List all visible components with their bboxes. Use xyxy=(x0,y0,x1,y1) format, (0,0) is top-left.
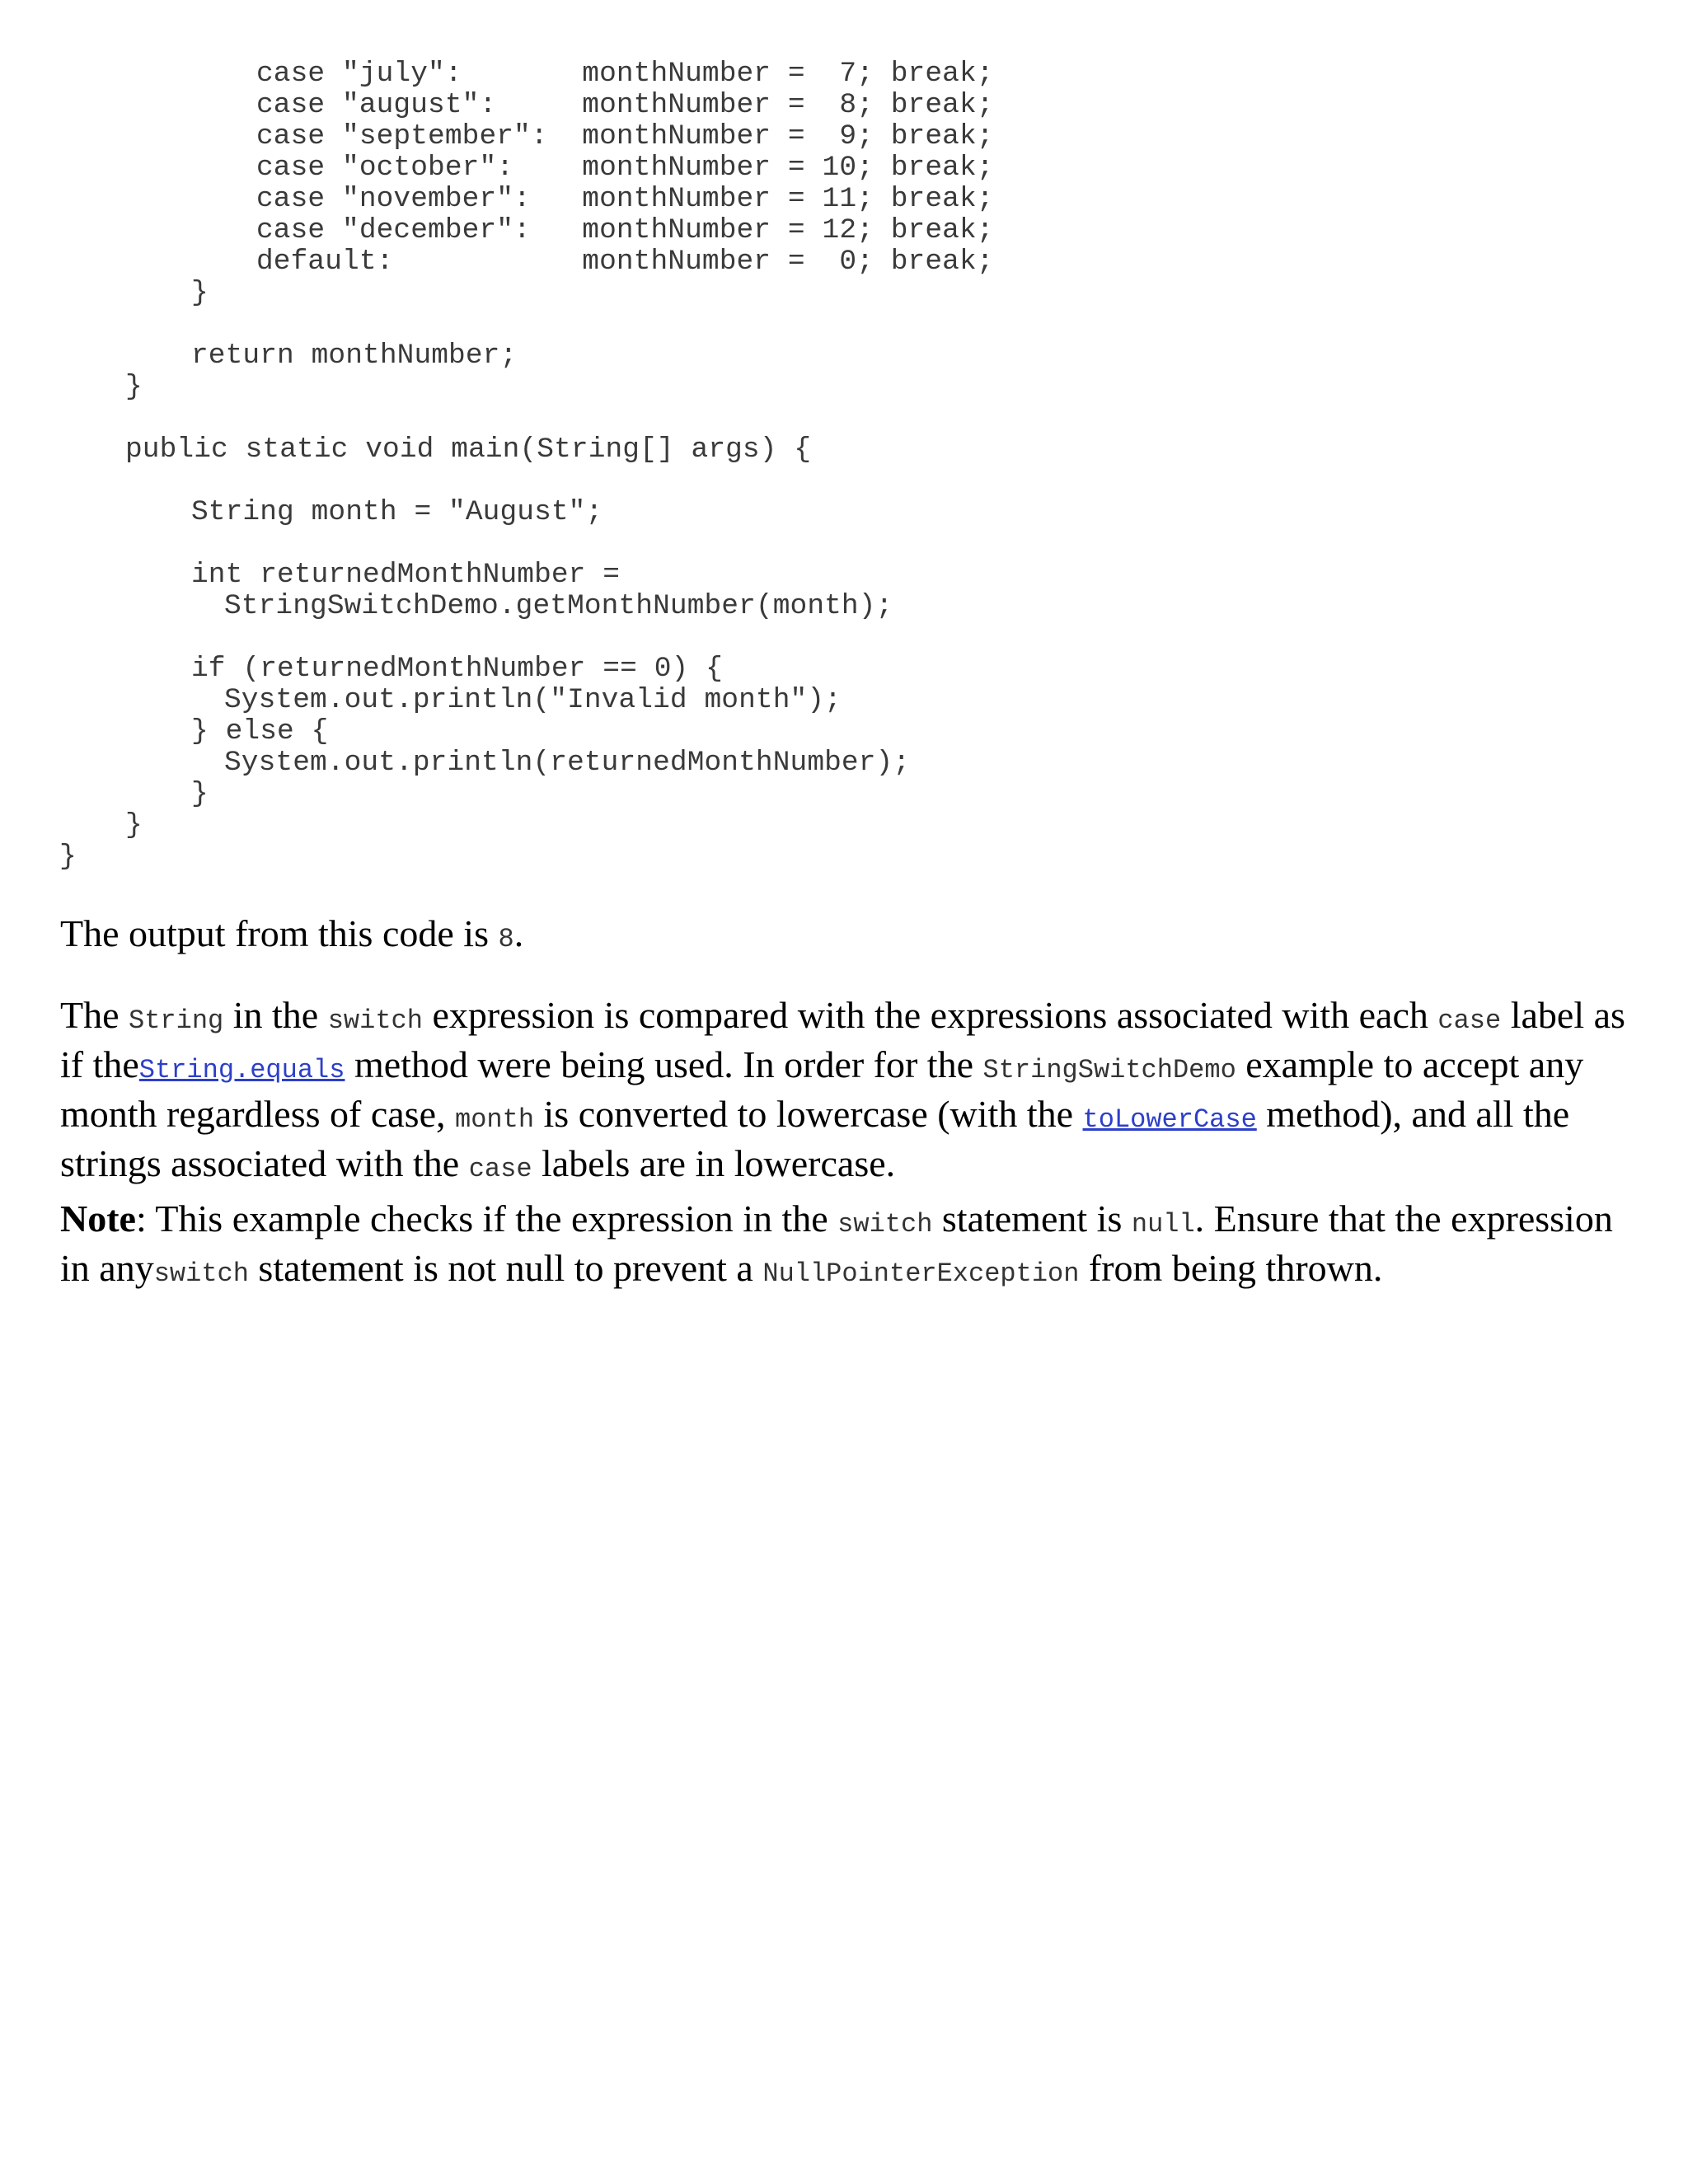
inline-code: case xyxy=(468,1154,532,1184)
to-lower-case-link[interactable]: toLowerCase xyxy=(1082,1104,1257,1135)
text-span: method), and all the strings associated with the xyxy=(60,1093,1570,1184)
code-line: case "december": monthNumber = 12; break; xyxy=(256,214,994,246)
inline-code: NullPointerException xyxy=(762,1258,1080,1289)
code-line: case "july": monthNumber = 7; break; xyxy=(256,58,994,90)
code-line: System.out.println("Invalid month"); xyxy=(224,684,842,716)
code-line: case "november": monthNumber = 11; break; xyxy=(256,183,994,215)
code-line: default: monthNumber = 0; break; xyxy=(256,246,994,278)
text-span: label as if the xyxy=(60,994,1625,1085)
code-line: } xyxy=(59,841,77,873)
inline-code: StringSwitchDemo xyxy=(982,1055,1236,1085)
code-line: case "august": monthNumber = 8; break; xyxy=(256,89,994,121)
code-line: case "october": monthNumber = 10; break; xyxy=(256,152,994,184)
text-span: . Ensure that the expression in any xyxy=(60,1197,1613,1289)
explanation-paragraph xyxy=(60,993,1626,1191)
text-span: statement is not null to prevent a xyxy=(248,1247,763,1289)
code-line: public static void main(String[] args) { xyxy=(125,434,812,466)
text-span: in the xyxy=(223,994,328,1036)
inline-code: switch xyxy=(327,1005,423,1036)
text-span: method were being used. In order for the xyxy=(345,1043,983,1085)
code-line: int returnedMonthNumber = xyxy=(191,559,621,591)
inline-code: month xyxy=(455,1104,535,1135)
code-line: case "september": monthNumber = 9; break; xyxy=(256,120,994,152)
output-text-end: . xyxy=(513,912,524,954)
note-label: Note xyxy=(60,1197,136,1240)
output-paragraph xyxy=(60,912,1626,961)
code-line: } else { xyxy=(191,715,329,748)
note-paragraph xyxy=(60,1197,1626,1296)
code-line: } xyxy=(191,778,209,810)
text-span: : This example checks if the expression in the xyxy=(135,1197,838,1240)
inline-code: String xyxy=(129,1005,224,1036)
code-line: return monthNumber; xyxy=(191,340,518,372)
code-line: String month = "August"; xyxy=(191,496,603,528)
output-value: 8 xyxy=(498,924,514,954)
text-span: The xyxy=(60,994,129,1036)
code-line: } xyxy=(125,371,143,403)
inline-code: switch xyxy=(837,1209,933,1240)
text-span: example to accept any month regardless of case, xyxy=(60,1043,1584,1135)
text-span: statement is xyxy=(932,1197,1132,1240)
text-span: expression is compared with the expressions associated with each xyxy=(422,994,1438,1036)
code-line: } xyxy=(191,277,209,309)
inline-code: case xyxy=(1437,1005,1502,1036)
code-line: if (returnedMonthNumber == 0) { xyxy=(191,653,723,685)
code-line: StringSwitchDemo.getMonthNumber(month); xyxy=(224,590,893,622)
output-text: The output from this code is xyxy=(60,912,499,954)
code-line: } xyxy=(125,809,143,841)
inline-code: switch xyxy=(153,1258,249,1289)
text-span: labels are in lowercase. xyxy=(532,1142,896,1184)
code-line: System.out.println(returnedMonthNumber); xyxy=(224,747,911,779)
text-span: is converted to lowercase (with the xyxy=(534,1093,1083,1135)
string-equals-link[interactable]: String.equals xyxy=(138,1055,345,1085)
inline-code: null xyxy=(1131,1209,1195,1240)
text-span: from being thrown. xyxy=(1079,1247,1383,1289)
